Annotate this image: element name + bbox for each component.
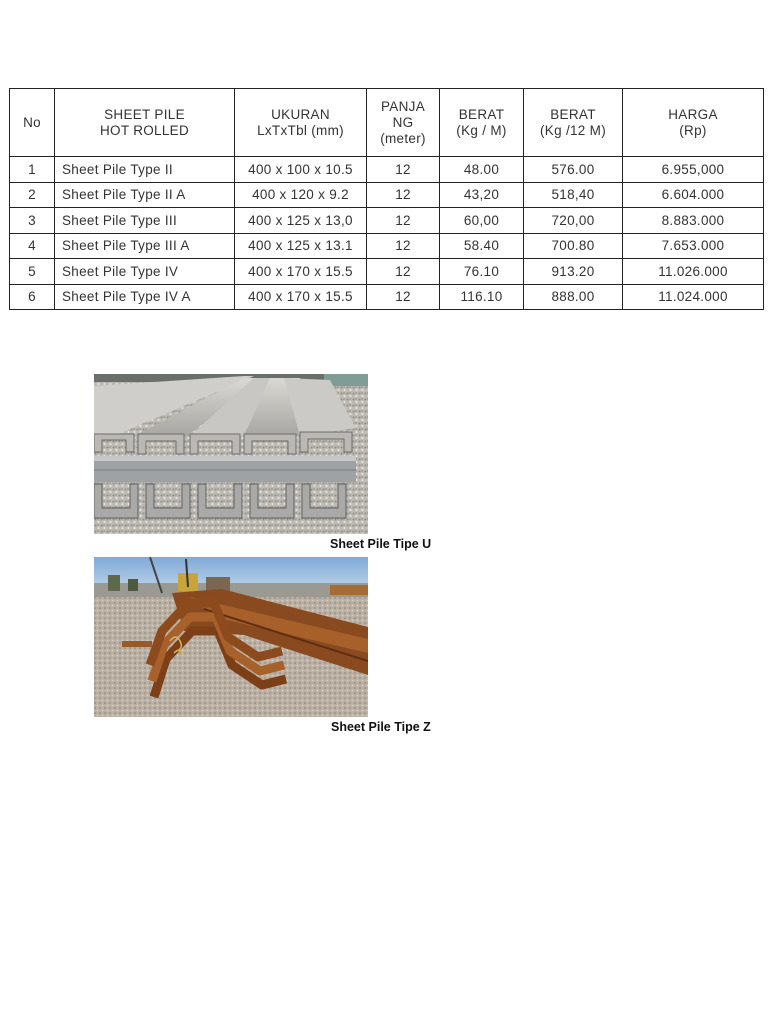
cell-no: 2	[10, 182, 55, 208]
cell-weight-12m: 576.00	[524, 157, 623, 183]
cell-type: Sheet Pile Type II	[55, 157, 235, 183]
table-row	[10, 157, 764, 183]
cell-price: 6.604.000	[623, 182, 764, 208]
cell-price: 11.026.000	[623, 259, 764, 285]
cell-no: 1	[10, 157, 55, 183]
cell-price: 11.024.000	[623, 284, 764, 310]
caption-z: Sheet Pile Tipe Z	[331, 720, 431, 734]
header-panjang: PANJA NG (meter)	[367, 89, 440, 157]
cell-type: Sheet Pile Type IV	[55, 259, 235, 285]
cell-type: Sheet Pile Type II A	[55, 182, 235, 208]
cell-weight-12m: 888.00	[524, 284, 623, 310]
table-row	[10, 182, 764, 208]
sheet-pile-z-photo	[94, 557, 368, 717]
cell-weight-m: 116.10	[440, 284, 524, 310]
cell-weight-12m: 913.20	[524, 259, 623, 285]
table-row	[10, 208, 764, 234]
cell-type: Sheet Pile Type III A	[55, 233, 235, 259]
header-sheet-pile: SHEET PILE HOT ROLLED	[55, 89, 235, 157]
header-row	[10, 89, 764, 157]
cell-price: 8.883.000	[623, 208, 764, 234]
cell-size: 400 x 120 x 9.2	[235, 182, 367, 208]
cell-type: Sheet Pile Type III	[55, 208, 235, 234]
cell-size: 400 x 100 x 10.5	[235, 157, 367, 183]
cell-weight-m: 58.40	[440, 233, 524, 259]
cell-price: 7.653.000	[623, 233, 764, 259]
header-berat-per-m: BERAT (Kg / M)	[440, 89, 524, 157]
caption-u: Sheet Pile Tipe U	[330, 537, 432, 551]
header-no: No	[10, 89, 55, 157]
cell-length: 12	[367, 233, 440, 259]
cell-no: 4	[10, 233, 55, 259]
cell-no: 6	[10, 284, 55, 310]
cell-length: 12	[367, 208, 440, 234]
cell-length: 12	[367, 157, 440, 183]
cell-no: 5	[10, 259, 55, 285]
cell-weight-m: 43,20	[440, 182, 524, 208]
table-row	[10, 259, 764, 285]
header-harga: HARGA (Rp)	[623, 89, 764, 157]
cell-weight-m: 60,00	[440, 208, 524, 234]
cell-length: 12	[367, 259, 440, 285]
cell-size: 400 x 170 x 15.5	[235, 284, 367, 310]
cell-weight-m: 76.10	[440, 259, 524, 285]
cell-length: 12	[367, 284, 440, 310]
cell-size: 400 x 125 x 13.1	[235, 233, 367, 259]
header-ukuran: UKURAN LxTxTbl (mm)	[235, 89, 367, 157]
price-table	[9, 88, 764, 310]
cell-length: 12	[367, 182, 440, 208]
cell-price: 6.955,000	[623, 157, 764, 183]
table-row	[10, 284, 764, 310]
sheet-pile-u-photo	[94, 374, 368, 534]
cell-type: Sheet Pile Type IV A	[55, 284, 235, 310]
cell-size: 400 x 170 x 15.5	[235, 259, 367, 285]
table-row	[10, 233, 764, 259]
cell-weight-12m: 720,00	[524, 208, 623, 234]
header-berat-per-12m: BERAT (Kg /12 M)	[524, 89, 623, 157]
cell-weight-12m: 518,40	[524, 182, 623, 208]
cell-size: 400 x 125 x 13,0	[235, 208, 367, 234]
cell-weight-12m: 700.80	[524, 233, 623, 259]
cell-weight-m: 48.00	[440, 157, 524, 183]
cell-no: 3	[10, 208, 55, 234]
